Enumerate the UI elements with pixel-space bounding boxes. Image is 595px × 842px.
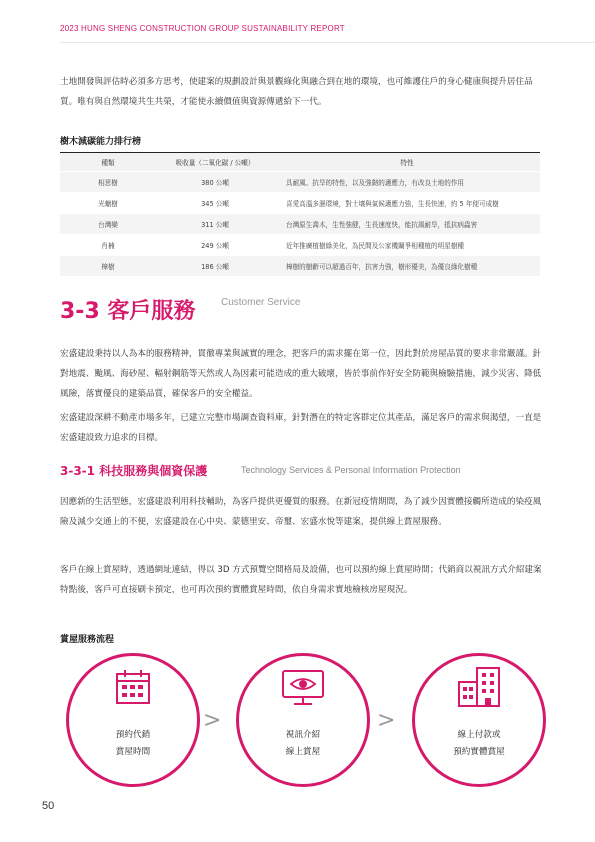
intro-paragraph: 土地開發與評估時必須多方思考，使建案的規劃設計與景觀綠化與融合到在地的環境，也可維護住戶的身心健康與提升居住品質。唯有與自然環境共生共榮，才能使永續價值與資源傳遞給下一代。 — [60, 77, 533, 107]
subsection-title: 3-3-1 科技服務與個資保護 — [60, 464, 208, 478]
process-arrow: > — [203, 708, 222, 733]
process-step-payment — [412, 653, 546, 787]
step-label-line2: 線上賞屋 — [285, 747, 321, 757]
step-label-line2: 預約實體賞屋 — [453, 747, 505, 757]
absorption-cell: 249 公噸 — [156, 235, 274, 256]
tree-carbon-table — [60, 152, 540, 277]
section-title: 3-3 客戶服務 — [60, 299, 196, 324]
calendar-icon — [114, 668, 152, 710]
subsection-paragraph-2: 客戶在線上賞屋時，透過網址連結，得以 3D 方式預覽空間格局及設備，也可以預約線上賞屋時間；代銷商以視訊方式介紹建案特點後，客戶可直接刷卡預定，也可再次預約實體賞屋時間，依自身需求實地檢核房屋現況。 — [60, 565, 542, 595]
feature-cell: 近年推廣植樹綠美化，為民間及公家機關爭相種植的明星樹種 — [274, 235, 540, 256]
table-row — [60, 235, 540, 256]
step-label-line1: 線上付款或 — [457, 730, 501, 740]
table-title: 樹木減碳能力排行榜 — [60, 137, 142, 147]
feature-cell: 台灣原生喬木，生性強健，生長速度快，能抗風耐旱，抵抗病蟲害 — [274, 214, 540, 235]
absorption-cell: 380 公噸 — [156, 172, 274, 193]
absorption-cell: 345 公噸 — [156, 193, 274, 214]
table-row — [60, 172, 540, 193]
feature-cell: 喜愛高溫多濕環境，對土壤與氣候適應力強，生長快速，約 5 年便可成樹 — [274, 193, 540, 214]
report-header: 2023 HUNG SHENG CONSTRUCTION GROUP SUSTAINABILITY REPORT — [60, 24, 345, 33]
absorption-cell: 311 公噸 — [156, 214, 274, 235]
header-rule — [60, 42, 595, 43]
section-title-en: Customer Service — [221, 297, 301, 308]
subsection-title-en: Technology Services & Personal Information Protection — [241, 465, 461, 475]
monitor-eye-icon — [281, 668, 325, 712]
step-label-line1: 視訊介紹 — [285, 730, 321, 740]
step-label-line2: 賞屋時間 — [115, 747, 151, 757]
table-header-row — [60, 153, 540, 172]
table-row — [60, 256, 540, 277]
process-step-reserve — [66, 653, 200, 787]
species-cell: 光蠟樹 — [60, 193, 156, 214]
section-paragraph-1: 宏盛建設秉持以人為本的服務精神，貫徹專業與誠實的理念，把客戶的需求擺在第一位，因此對於房屋品質的要求非常嚴謹。針對地震、颱風、海砂屋、輻射鋼筋等天然或人為因素可能造成的重大破壞，皆於事前作好安全防範與檢驗措施，減少災害、降低風險，落實優良的建築品質，確保客戶的安全權益。 — [60, 349, 542, 399]
process-title: 賞屋服務流程 — [60, 635, 115, 645]
buildings-icon — [455, 664, 503, 712]
species-cell: 台灣欒 — [60, 214, 156, 235]
column-header-species: 種類 — [60, 153, 156, 172]
table-row — [60, 214, 540, 235]
feature-cell: 具耐風、抗旱的特性，以及強韌的適應力，有改良土地的作用 — [274, 172, 540, 193]
step-label-line1: 預約代銷 — [115, 730, 151, 740]
species-cell: 相思樹 — [60, 172, 156, 193]
section-paragraph-2: 宏盛建設深耕不動產市場多年，已建立完整市場調查資料庫，針對潛在的特定客群定位其產品，滿足客戶的需求與渴望，一直是宏盛建設致力追求的目標。 — [60, 413, 542, 443]
process-step-video — [236, 653, 370, 787]
table-row — [60, 193, 540, 214]
species-cell: 樟樹 — [60, 256, 156, 277]
species-cell: 肖楠 — [60, 235, 156, 256]
process-arrow: > — [377, 708, 396, 733]
subsection-paragraph-1: 因應新的生活型態，宏盛建設利用科技輔助，為客戶提供更優質的服務。在新冠疫情期間，為了減少因實體接觸所造成的染疫風險及減少交通上的不便，宏盛建設在心中央、蒙德里安、帝璽、宏盛水悅等建案，提供線上賞屋服務。 — [60, 497, 542, 527]
absorption-cell: 186 公噸 — [156, 256, 274, 277]
feature-cell: 樟樹的樹齡可以超過百年，抗害力強，樹形優美，為優良綠化樹種 — [274, 256, 540, 277]
column-header-absorption: 吸收量（二氧化碳 / 公噸） — [156, 153, 274, 172]
column-header-feature: 特性 — [274, 153, 540, 172]
page-number: 50 — [42, 800, 55, 812]
